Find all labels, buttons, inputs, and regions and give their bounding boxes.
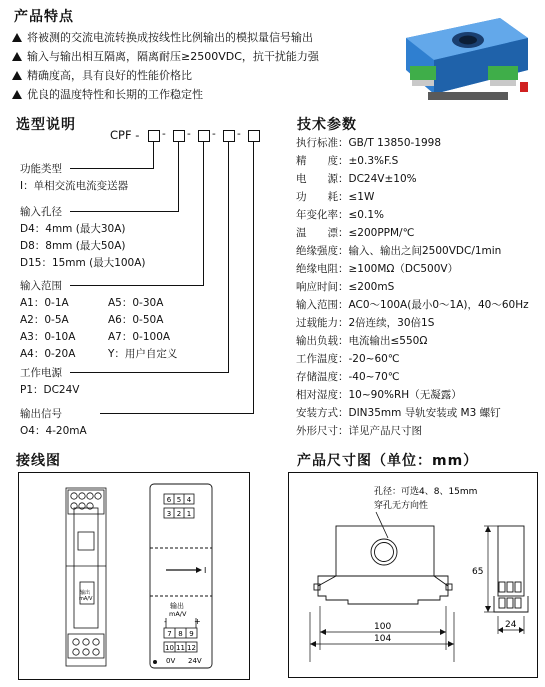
- plus-sign: +: [194, 617, 201, 626]
- terminal-number: 12: [187, 644, 196, 652]
- hole-item: D15：15mm (最大100A): [20, 257, 146, 269]
- dimension-drawing: [288, 472, 538, 678]
- terminal-number: 8: [178, 630, 183, 638]
- code-dash: -: [187, 128, 191, 140]
- tech-row: 输入范围：AC0～100A(最小0～1A)，40～60Hz: [296, 299, 529, 311]
- wiring-diagram: [18, 472, 250, 680]
- feature-item: 精确度高，具有良好的性能价格比: [12, 68, 319, 84]
- 24v-label: 24V: [188, 657, 202, 665]
- selection-title: 选型说明: [16, 117, 76, 133]
- tech-row: 安装方式：DIN35mm 导轨安装或 M3 螺钉: [296, 407, 501, 419]
- range-item: A2：0-5A: [20, 314, 69, 326]
- code-dash: -: [237, 128, 241, 140]
- output-item: O4：4-20mA: [20, 425, 87, 437]
- tech-row: 绝缘强度：输入、输出之间2500VDC/1min: [296, 245, 502, 257]
- output-label: 输出: [170, 602, 184, 610]
- tech-row: 年变化率：≤0.1%: [296, 209, 384, 221]
- hole-title: 输入孔径: [20, 206, 62, 218]
- tech-row: 温 漂：≤200PPM/℃: [296, 227, 415, 239]
- code-dash: -: [162, 128, 166, 140]
- hole-note-line1: 孔径：可选4、8、15mm: [374, 487, 478, 497]
- input-label: I: [204, 566, 207, 575]
- tech-row: 输出负载：电流输出≤550Ω: [296, 335, 428, 347]
- hole-item: D4：4mm (最大30A): [20, 223, 126, 235]
- code-dash: -: [212, 128, 216, 140]
- status-dot-icon: [153, 660, 157, 664]
- zero-volt-label: 0V: [166, 657, 176, 665]
- tech-title: 技术参数: [297, 117, 357, 133]
- hole-item: D8：8mm (最大50A): [20, 240, 126, 252]
- tech-row: 响应时间：≤200mS: [296, 281, 395, 293]
- code-box-range: [198, 130, 210, 142]
- features-list: [12, 30, 319, 103]
- height-65-label: 65: [472, 567, 484, 577]
- code-box-power: [223, 130, 235, 142]
- tech-row: 存储温度：-40~70℃: [296, 371, 400, 383]
- output-title: 输出信号: [20, 408, 62, 420]
- range-item: A1：0-1A: [20, 297, 69, 309]
- feature-item: 将被测的交流电流转换成按线性比例输出的模拟量信号输出: [12, 30, 319, 46]
- minus-sign: -: [164, 617, 167, 626]
- width-104-label: 104: [374, 634, 392, 644]
- feature-item: 优良的温度特性和长期的工作稳定性: [12, 87, 319, 103]
- triangle-bullet-icon: [12, 33, 22, 42]
- width-100-label: 100: [374, 622, 392, 632]
- tech-row: 执行标准：GB/T 13850-1998: [296, 137, 442, 149]
- tech-row: 电 源：DC24V±10%: [296, 173, 417, 185]
- range-item: A4：0-20A: [20, 348, 76, 360]
- range-item: Y：用户自定义: [108, 348, 178, 360]
- terminal-number: 7: [167, 630, 172, 638]
- triangle-bullet-icon: [12, 52, 22, 61]
- range-item: A7：0-100A: [108, 331, 171, 343]
- triangle-bullet-icon: [12, 71, 22, 80]
- tech-table: [296, 134, 529, 440]
- range-item: A3：0-10A: [20, 331, 76, 343]
- tech-row: 绝缘电阻：≥100MΩ（DC500V）: [296, 263, 459, 275]
- terminal-number: 11: [176, 644, 185, 652]
- product-photo: [388, 8, 538, 108]
- terminal-number: 3: [166, 510, 172, 518]
- code-box-function: [148, 130, 160, 142]
- tech-row: 外形尺寸：详见产品尺寸图: [296, 425, 422, 437]
- dims-title: 产品尺寸图（单位：mm）: [297, 453, 479, 469]
- terminal-number: 1: [186, 510, 192, 518]
- feature-item: 输入与输出相互隔离，隔离耐压≥2500VDC，抗干扰能力强: [12, 49, 319, 65]
- power-title: 工作电源: [20, 367, 62, 379]
- terminal-number: 4: [186, 496, 192, 504]
- features-title: 产品特点: [14, 9, 74, 25]
- tech-row: 工作温度：-20~60℃: [296, 353, 400, 365]
- terminal-number: 5: [176, 496, 182, 504]
- small-output-label: 输出: [80, 590, 91, 596]
- tech-row: 功 耗：≤1W: [296, 191, 375, 203]
- range-item: A6：0-50A: [108, 314, 164, 326]
- hole-note-line2: 穿孔无方向性: [374, 501, 429, 511]
- range-title: 输入范围: [20, 280, 62, 292]
- output-unit-label: mA/V: [169, 610, 187, 618]
- terminal-number: 10: [165, 644, 174, 652]
- range-item: A5：0-30A: [108, 297, 164, 309]
- width-24-label: 24: [505, 620, 517, 630]
- function-type-title: 功能类型: [20, 163, 62, 175]
- triangle-bullet-icon: [12, 90, 22, 99]
- wiring-title: 接线图: [16, 453, 61, 469]
- code-box-hole: [173, 130, 185, 142]
- tech-row: 相对湿度：10~90%RH（无凝露）: [296, 389, 462, 401]
- power-item: P1：DC24V: [20, 384, 80, 396]
- terminal-number: 2: [176, 510, 182, 518]
- code-box-output: [248, 130, 260, 142]
- function-type-item: I：单相交流电流变送器: [20, 180, 129, 192]
- tech-row: 精 度：±0.3%F.S: [296, 155, 399, 167]
- terminal-number: 6: [166, 496, 172, 504]
- model-code-prefix: CPF -: [110, 128, 140, 142]
- terminal-number: 9: [189, 630, 194, 638]
- tech-row: 过载能力：2倍连续，30倍1S: [296, 317, 435, 329]
- small-unit-label: mA/V: [79, 596, 93, 602]
